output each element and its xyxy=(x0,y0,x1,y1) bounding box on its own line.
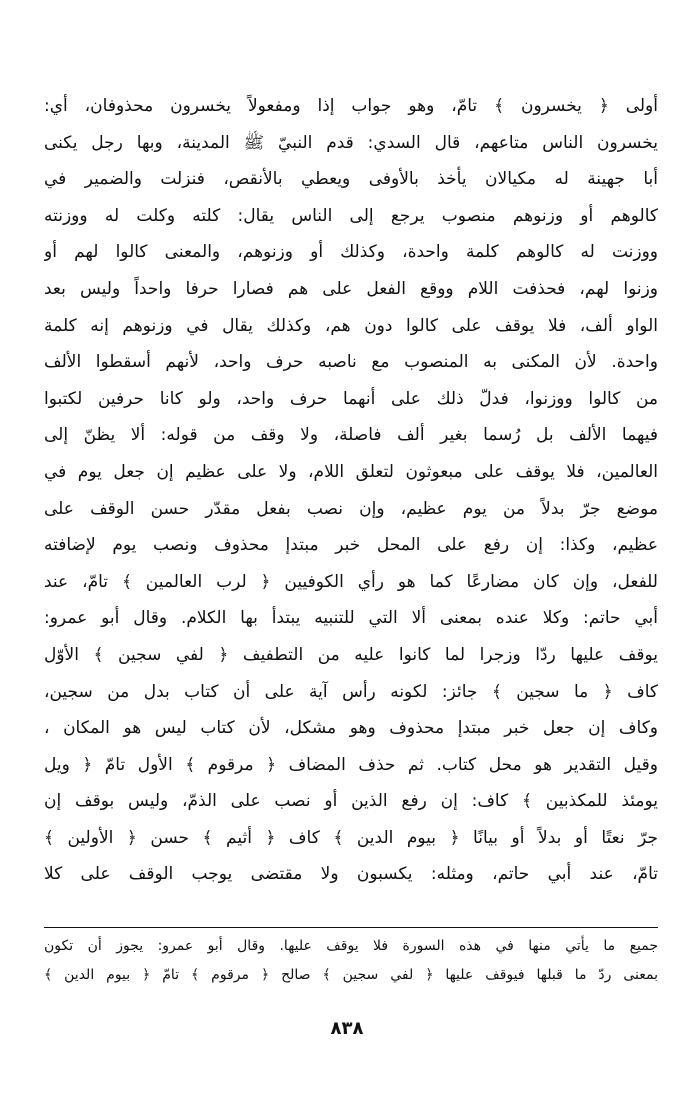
footnote-line: بمعنى ردّ ما قبلها فيوقف عليها ﴿ لفي سجين ﴾ صالح ﴿ مرقوم ﴾ تامّ ﴿ بيوم الدين ﴾ xyxy=(44,967,658,983)
footnote xyxy=(44,932,658,990)
text-line: للفعل، وإن كان مضارعًا كما هو رأي الكوفيين ﴿ لرب العالمين ﴾ تامّ، عند xyxy=(44,571,658,592)
text-line: أبي حاتم: وكلا عنده بمعنى ألا التي للتنبيه يبتدأ بها الكلام. وقال أبو عمرو: xyxy=(44,608,658,629)
text-line: كاف ﴿ ما سجين ﴾ جائز: لكونه رأس آية على أن كتاب بدل من سجين، xyxy=(44,681,658,702)
text-line: موضع جرّ بدلاً من يوم عظيم، وإن نصب بفعل مقدّر حسن الوقف على xyxy=(44,498,658,519)
text-line: تامّ، عند أبي حاتم، ومثله: يكسبون ولا مقتضى يوجب الوقف على كلا xyxy=(44,864,658,885)
text-line: واحدة. لأن المكنى به المنصوب مع ناصبه حرف واحد، لأنهم أسقطوا الألف xyxy=(44,352,658,373)
text-line: كالوهم أو وزنوهم منصوب يرجع إلى الناس يقال: كلته وكلت له ووزنته xyxy=(44,205,658,226)
text-line: الواو ألف، فلا يوقف على كالوا دون هم، وكذلك يقال في وزنوهم إنه كلمة xyxy=(44,315,658,336)
page-number: ٨٣٨ xyxy=(330,1018,364,1039)
text-line: وزنوا لهم، فحذفت اللام ووقع الفعل على هم فصارا حرفا واحداً وليس بعد xyxy=(44,278,658,299)
text-line: جرّ نعتًا أو بدلاً أو بيانًا ﴿ بيوم الدين ﴾ كاف ﴿ أثيم ﴾ حسن ﴿ الأولين ﴾ xyxy=(44,827,658,848)
text-line: يومئذ للمكذبين ﴾ كاف: إن رفع الذين أو نصب على الذمّ، وليس بوقف إن xyxy=(44,791,658,812)
text-line: أبا جهينة له مكيالان يأخذ بالأوفى ويعطي بالأنقص، فنزلت والضمير في xyxy=(44,169,658,190)
text-line: من كالوا ووزنوا، فدلّ ذلك على أنهما حرف واحد، ولو كانا حرفين لكتبوا xyxy=(44,388,658,409)
footnote-separator xyxy=(44,927,658,928)
footnote-line: جميع ما يأتي منها في هذه السورة فلا يوقف عليها. وقال أبو عمرو: يجوز أن تكون xyxy=(44,938,658,954)
text-line: وكاف إن جعل خبر مبتدإ محذوف وهو مشكل، لأن كتاب ليس هو المكان ، xyxy=(44,718,658,739)
text-line: فيهما الألف بل رُسما بغير ألف فاصلة، ولا وقف من قوله: ألا يظنّ إلى xyxy=(44,425,658,446)
text-line: يوقف عليها ردّا وزجرا لما كانوا عليه من التطفيف ﴿ لفي سجين ﴾ الأوّل xyxy=(44,644,658,665)
text-line: العالمين، فلا يوقف على مبعوثون لتعلق اللام، ولا على عظيم إن جعل يوم في xyxy=(44,461,658,482)
text-line: وقيل التقدير هو محل كتاب. ثم حذف المضاف ﴿ مرقوم ﴾ الأول تامّ ﴿ ويل xyxy=(44,754,658,775)
main-text-body xyxy=(44,88,658,893)
text-line: يخسرون الناس متاعهم، قال السدي: قدم النبيّ ﷺ المدينة، وبها رجل يكنى xyxy=(44,132,658,153)
text-line: عظيم، وكذا: إن رفع على المحل خبر مبتدإ محذوف ونصب يوم لإضافته xyxy=(44,535,658,556)
text-line: أولى ﴿ يخسرون ﴾ تامّ، وهو جواب إذا ومفعولاً يخسرون محذوفان، أي: xyxy=(44,96,658,116)
text-line: ووزنت له كالوهم كلمة واحدة، وكذلك أو وزنوهم، والمعنى كالوا لهم أو xyxy=(44,242,658,263)
